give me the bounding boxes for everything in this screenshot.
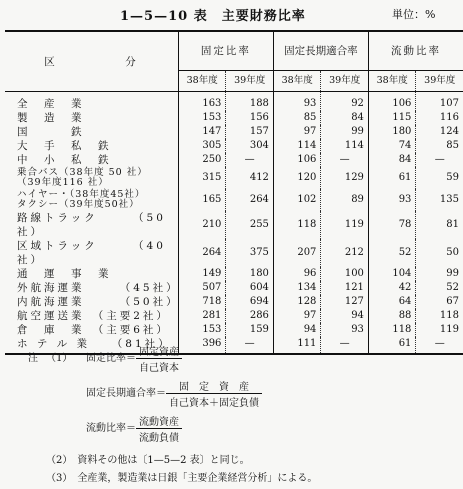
cell-value: 156: [226, 111, 274, 125]
cell-value: 93: [273, 92, 321, 112]
cell-value: 93: [321, 323, 369, 337]
table-row: [5, 281, 463, 295]
row-label: 外航海運業 （45社）: [17, 282, 180, 294]
cell-value: 375: [226, 239, 274, 267]
cell-value: 153: [178, 323, 226, 337]
row-label: 国 鉄: [17, 126, 85, 138]
cell-value: 694: [226, 295, 274, 309]
fraction: [136, 343, 182, 374]
denominator: 自己資本＋固定負債: [169, 398, 259, 409]
cell-value: 188: [226, 92, 274, 112]
cell-value: 114: [273, 139, 321, 153]
cell-value: 94: [273, 323, 321, 337]
cell-value: 255: [226, 211, 274, 239]
cell-value: 115: [368, 111, 416, 125]
category-header: 区 分: [5, 31, 178, 92]
cell-value: 85: [416, 139, 463, 153]
cell-value: 99: [321, 125, 369, 139]
financial-ratio-table: [5, 30, 463, 355]
current-ratio-formula: [86, 413, 182, 444]
row-label: 大 手 私 鉄: [17, 140, 112, 152]
row-label: 中 小 私 鉄: [17, 154, 112, 166]
cell-value: 157: [226, 125, 274, 139]
cell-value: 128: [273, 295, 321, 309]
cell-value: 78: [368, 211, 416, 239]
cell-value: 74: [368, 139, 416, 153]
cell-value: 281: [178, 309, 226, 323]
cell-value: 104: [368, 267, 416, 281]
year-header: 38年度: [178, 71, 226, 92]
cell-value: 121: [321, 281, 369, 295]
notes-label: 注: [28, 353, 38, 364]
cell-value: 119: [416, 323, 463, 337]
row-label: 通 運 事 業: [17, 268, 112, 280]
cell-value: 107: [416, 92, 463, 112]
cell-value: 94: [321, 309, 369, 323]
cell-value: 118: [273, 211, 321, 239]
table-row: [5, 92, 463, 112]
cell-value: 84: [368, 153, 416, 167]
cell-value: 97: [273, 309, 321, 323]
cell-value: 102: [273, 189, 321, 211]
cell-value: —: [226, 153, 274, 167]
cell-value: 159: [226, 323, 274, 337]
cell-value: 134: [273, 281, 321, 295]
cell-value: 210: [178, 211, 226, 239]
table-row: [5, 153, 463, 167]
cell-value: 135: [416, 189, 463, 211]
cell-value: 147: [178, 125, 226, 139]
cell-value: 127: [321, 295, 369, 309]
cell-value: 89: [321, 189, 369, 211]
cell-value: 124: [416, 125, 463, 139]
cell-value: 99: [416, 267, 463, 281]
row-label: 全 産 業: [17, 98, 85, 110]
longterm-ratio-formula: [86, 378, 262, 409]
cell-value: —: [416, 153, 463, 167]
numerator: 固定資産: [136, 343, 182, 359]
numerator: 流動資産: [136, 413, 182, 429]
cell-value: 264: [226, 189, 274, 211]
cell-value: 396: [178, 337, 226, 354]
note-number-1: （1）: [46, 353, 73, 364]
group-header-current: 流動比率: [368, 31, 463, 71]
cell-value: 52: [368, 239, 416, 267]
row-label: ハイヤー・（38年度45社） タクシー（39年度50社）: [17, 189, 146, 210]
cell-value: 149: [178, 267, 226, 281]
table-body: [5, 92, 463, 355]
cell-value: 88: [368, 309, 416, 323]
row-label: ホ テ ル 業 （81社）: [5, 337, 178, 354]
cell-value: 118: [368, 323, 416, 337]
table-row: [5, 295, 463, 309]
year-header: 39年度: [416, 71, 463, 92]
cell-value: 42: [368, 281, 416, 295]
group-header-fixed: 固定比率: [178, 31, 273, 71]
cell-value: 153: [178, 111, 226, 125]
cell-value: 50: [416, 239, 463, 267]
cell-value: 315: [178, 167, 226, 189]
cell-value: 61: [368, 337, 416, 354]
table-row: [5, 167, 463, 189]
cell-value: 85: [273, 111, 321, 125]
table-row: [5, 267, 463, 281]
cell-value: 286: [226, 309, 274, 323]
cell-value: 106: [273, 153, 321, 167]
fixed-ratio-formula: [86, 343, 182, 374]
cell-value: 507: [178, 281, 226, 295]
cell-value: 129: [321, 167, 369, 189]
cell-value: 180: [368, 125, 416, 139]
row-label: 製 造 業: [17, 112, 85, 124]
formula-label: 固定長期適合率＝: [86, 388, 166, 399]
formula-label: 流動比率＝: [86, 423, 136, 434]
cell-value: 106: [368, 92, 416, 112]
year-header: 38年度: [273, 71, 321, 92]
cell-value: 119: [321, 211, 369, 239]
cell-value: 61: [368, 167, 416, 189]
cell-value: 163: [178, 92, 226, 112]
row-label: 路線トラック （50社）: [17, 212, 166, 238]
cell-value: 84: [321, 111, 369, 125]
table-row: [5, 239, 463, 267]
fraction: [136, 413, 182, 444]
cell-value: 304: [226, 139, 274, 153]
cell-value: 81: [416, 211, 463, 239]
row-label: 区域トラック （40社）: [17, 240, 166, 266]
cell-value: 97: [273, 125, 321, 139]
table-row: [5, 337, 463, 354]
fraction: [166, 378, 262, 409]
group-header-longterm: 固定長期適合率: [273, 31, 368, 71]
cell-value: 718: [178, 295, 226, 309]
denominator: 自己資本: [139, 363, 179, 374]
cell-value: 114: [321, 139, 369, 153]
cell-value: 59: [416, 167, 463, 189]
table-row: [5, 139, 463, 153]
table-row: [5, 125, 463, 139]
row-label: 内航海運業 （50社）: [17, 296, 180, 308]
table-row: [5, 211, 463, 239]
formula-label: 固定比率＝: [86, 353, 136, 364]
unit-label: 単位：%: [392, 8, 436, 21]
year-header: 39年度: [226, 71, 274, 92]
year-header: 39年度: [321, 71, 369, 92]
row-label: 倉 庫 業 （主要6社）: [17, 324, 170, 336]
denominator: 流動負債: [139, 433, 179, 444]
cell-value: 305: [178, 139, 226, 153]
cell-value: 165: [178, 189, 226, 211]
cell-value: 93: [368, 189, 416, 211]
cell-value: 52: [416, 281, 463, 295]
cell-value: —: [321, 153, 369, 167]
cell-value: —: [416, 337, 463, 354]
cell-value: 118: [416, 309, 463, 323]
cell-value: 120: [273, 167, 321, 189]
cell-value: 116: [416, 111, 463, 125]
cell-value: 250: [178, 153, 226, 167]
cell-value: 207: [273, 239, 321, 267]
table-row: [5, 323, 463, 337]
note-2: （2） 資料その他は〔1—5—2 表〕と同じ。: [46, 455, 250, 466]
cell-value: —: [321, 337, 369, 354]
cell-value: 212: [321, 239, 369, 267]
cell-value: 64: [368, 295, 416, 309]
cell-value: 92: [321, 92, 369, 112]
cell-value: 67: [416, 295, 463, 309]
note-3: （3） 全産業，製造業は日銀「主要企業経営分析」による。: [46, 473, 318, 484]
table-row: [5, 189, 463, 211]
table-title: 1—5—10 表 主要財務比率: [120, 9, 306, 24]
cell-value: 412: [226, 167, 274, 189]
cell-value: 264: [178, 239, 226, 267]
row-label: 航空運送業 （主要2社）: [17, 310, 170, 322]
table-row: [5, 111, 463, 125]
numerator: 固 定 資 産: [166, 378, 262, 394]
cell-value: 111: [273, 337, 321, 354]
cell-value: —: [226, 337, 274, 354]
cell-value: 96: [273, 267, 321, 281]
row-label: 乗合バス（38年度 50 社） （39年度116 社）: [17, 167, 148, 188]
year-header: 38年度: [368, 71, 416, 92]
cell-value: 180: [226, 267, 274, 281]
cell-value: 604: [226, 281, 274, 295]
cell-value: 100: [321, 267, 369, 281]
table-row: [5, 309, 463, 323]
